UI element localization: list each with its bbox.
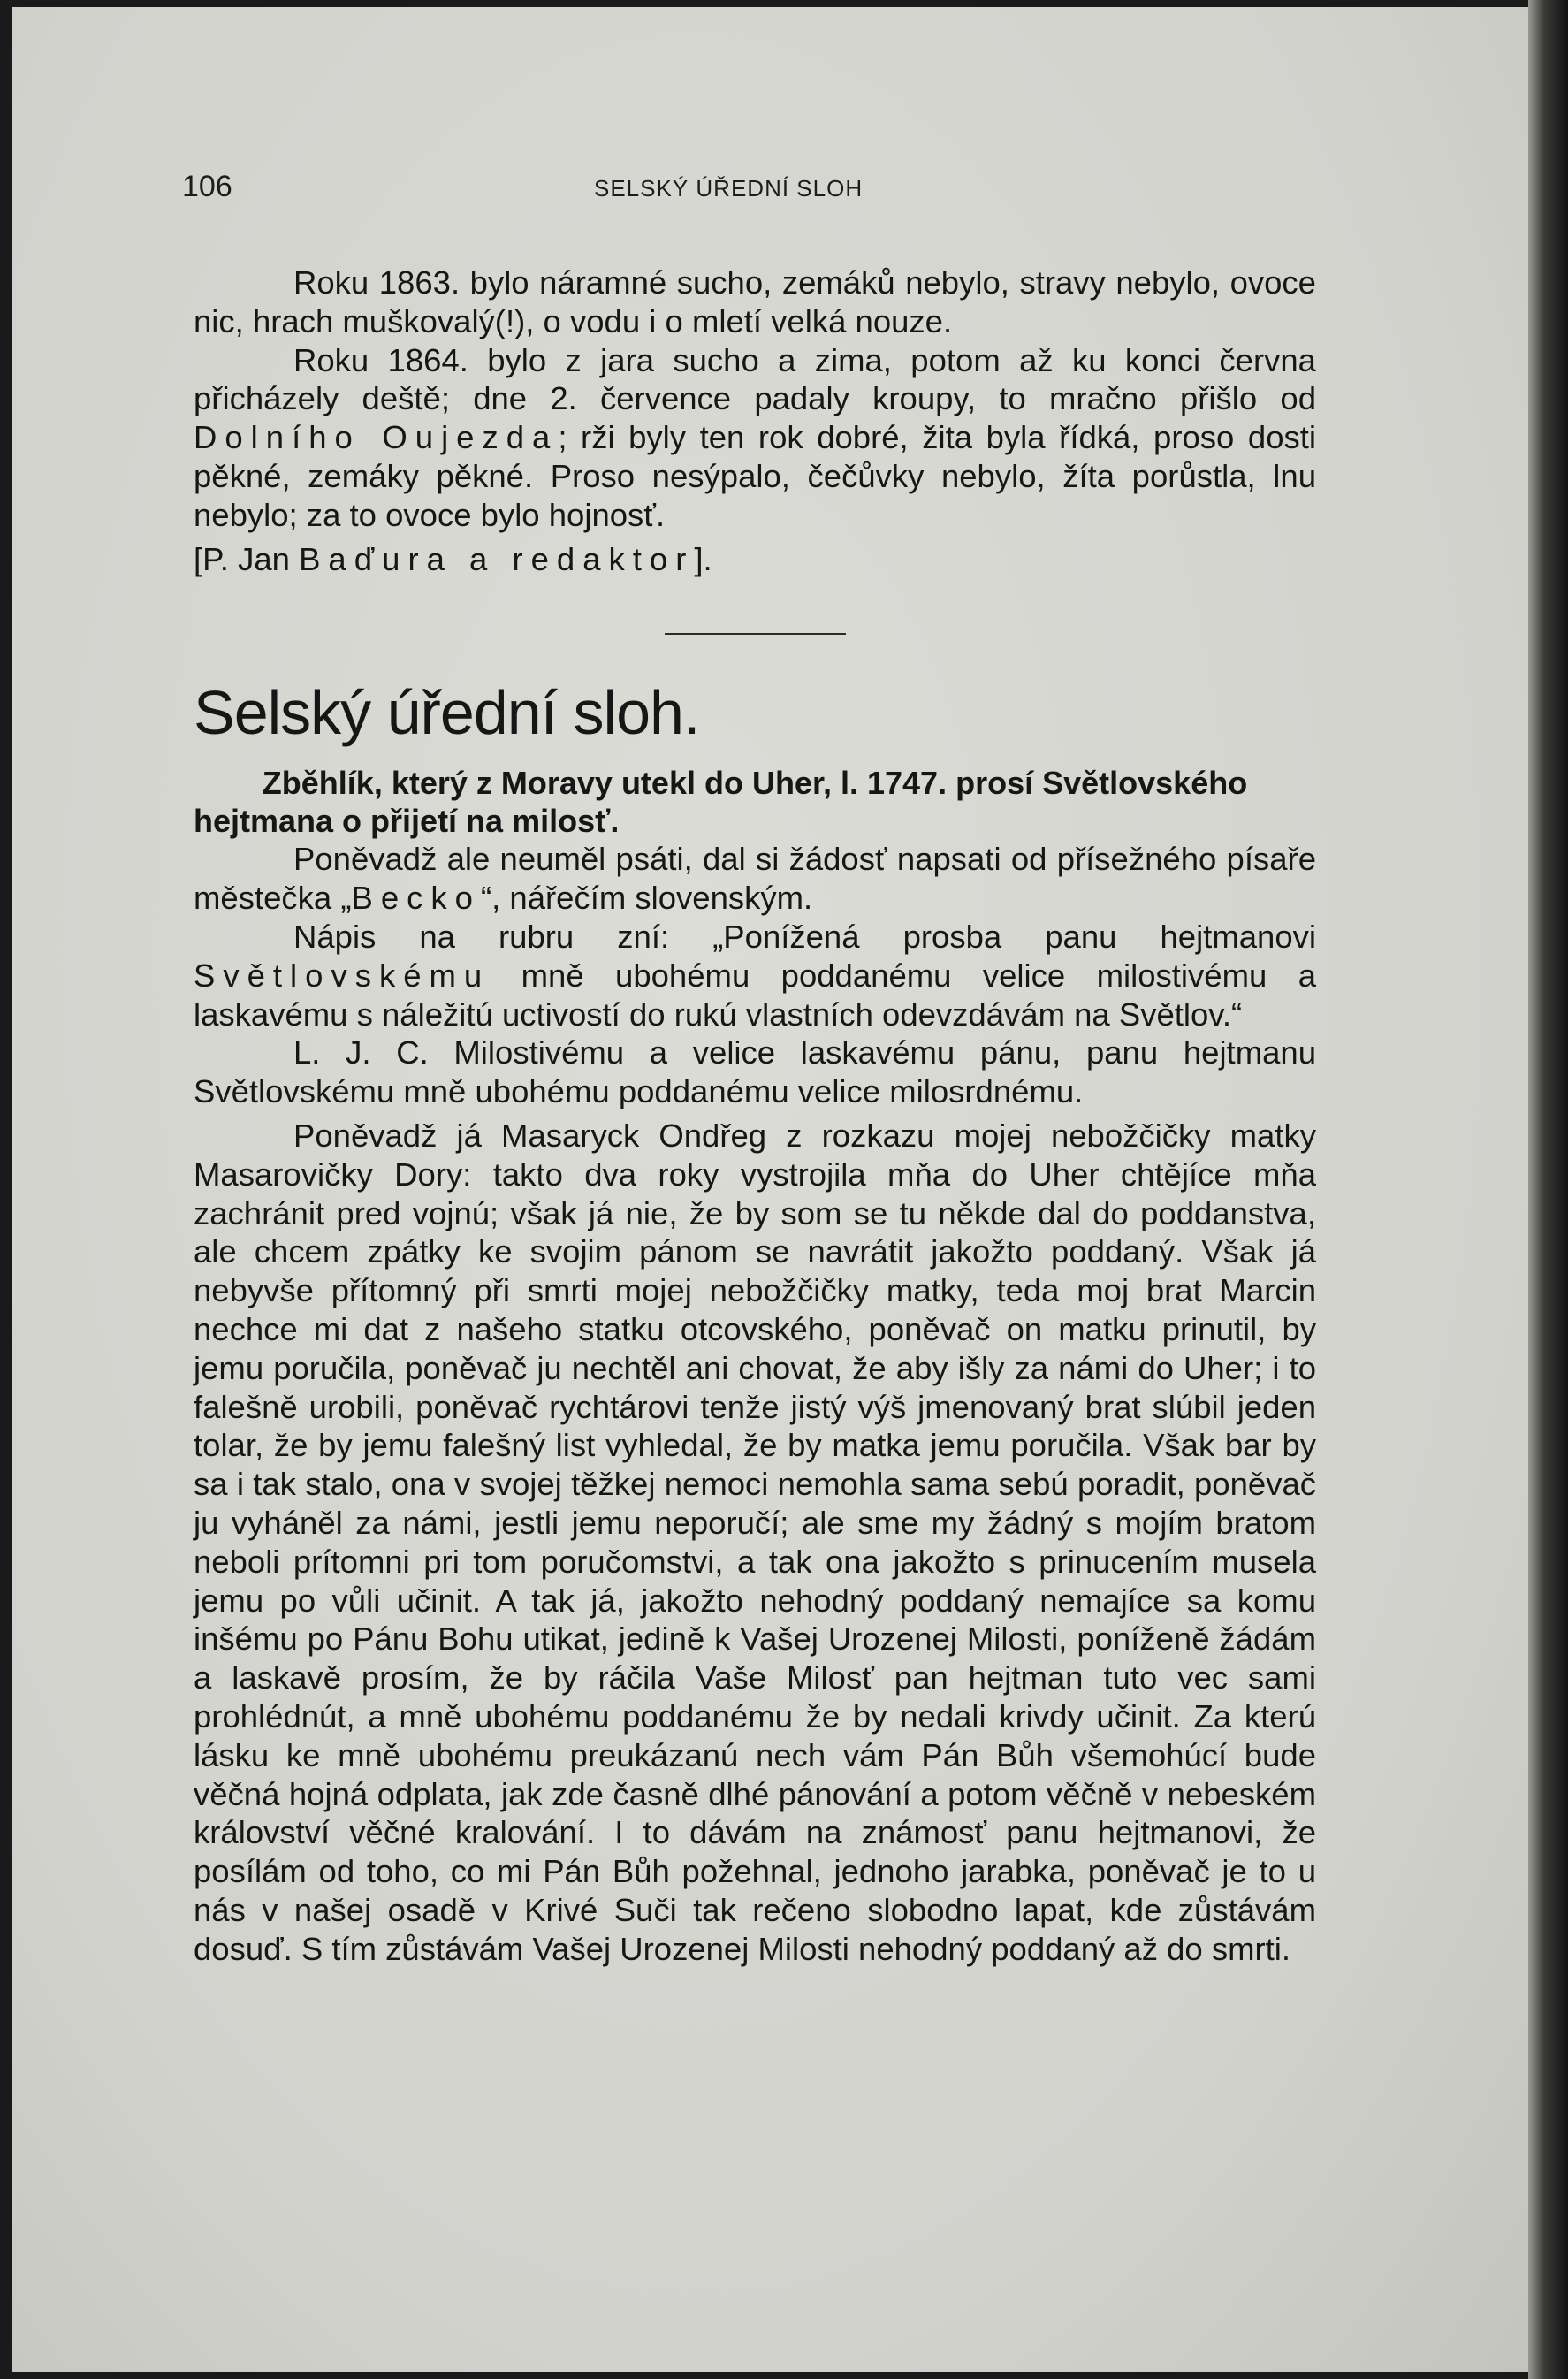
section-title: Selský úřední sloh. bbox=[194, 678, 700, 748]
page-header bbox=[182, 170, 1331, 214]
page-body bbox=[194, 263, 1316, 1968]
paragraph-1864 bbox=[194, 341, 1316, 535]
paragraph-intro bbox=[194, 840, 1316, 918]
signature-line bbox=[194, 540, 1316, 579]
paragraph-address-text-a: Nápis na rubru zní: „Ponížená prosba panu hejtmanovi bbox=[293, 918, 1316, 955]
paragraph-address-text-b: mně ubohému poddanému velice milostivému a laskavému s náležitú uctivostí do rukú vlastních odevzdávám na Světlov.“ bbox=[194, 957, 1316, 1033]
paragraph-1864-text-a: Roku 1864. bylo z jara sucho a zima, potom až ku konci června přicházely deště; dne 2. července padaly kroupy, to mračno přišlo od bbox=[194, 341, 1316, 417]
paragraph-letter-body: Poněvadž já Masaryck Ondřeg z rozkazu mojej nebožčičky matky Masarovičky Dory: takto dva roky vystrojila mňa do Uher chtějíce mňa zachránit pred vojnú; však já nie, že by som se tu někde dal do poddanstva, ale chcem zpátky ke svojim pánom se navrátit jakožto poddaný. Však já nebyvše přítomný při smrti mojej nebožčičky matky, teda moj brat Marcin nechce mi dat z našeho statku otcovského, poněvač on matku prinutil, by jemu poručila, poněvač ju nechtěl ani chovat, že aby išly za námi do Uher; i to falešně urobili, poněvač rychtárovi tenže jistý výš jmenovaný brat slúbil jeden tolar, že by jemu falešný list vyhledal, že by matka jemu poručila. Však bar by sa i tak stalo, ona v svojej těžkej nemoci nemohla sama sebú poradit, poněvač ju vyháněl za námi, jestli jemu neporučí; ale sme my žádný s mojím bratom neboli prítomni pri tom poručomstvi, a tak ona jakožto s prinucením musela jemu po vůli učinit. A tak já, jakožto nehodný poddaný nemajíce sa komu inšému po Pánu Bohu utikat, jedině k Vašej Urozenej Milosti, poníženě žádám a laskavě prosím, že by ráčila Vaše Milosť pan hejtman tuto vec sami prohlédnút, a mně ubohému poddanému že by nedali krivdy učinit. Za kterú lásku ke mně ubohému preukázanú nech vám Pán Bůh všemohúcí bude věčná hojná odplata, jak zde časně dlhé pánování a potom věčně v nebeském království věčné kralování. I to dávám na známosť panu hejtmanovi, že posílám od toho, co mi Pán Bůh požehnal, jednoho jarabka, poněvač je to u nás v našej osadě v Krivé Suči tak rečeno slobodno lapat, kde zůstávám dosuď. S tím zůstávám Vašej Urozenej Milosti nehodný poddaný až do smrti. bbox=[194, 1117, 1316, 1967]
paragraph-intro-text-a: Poněvadž ale neuměl psáti, dal si žádosť napsati od přísežného písaře městečka „ bbox=[194, 841, 1316, 917]
section-subtitle: Zběhlík, který z Moravy utekl do Uher, l. 1747. prosí Světlovského hejtmana o přijetí na milosť. bbox=[194, 765, 1248, 840]
spaced-svetlovskemu: Světlovskému bbox=[194, 957, 491, 994]
town-name-becko: Becko bbox=[351, 880, 481, 917]
book-binding-edge bbox=[1528, 0, 1568, 2379]
page-number: 106 bbox=[182, 170, 232, 203]
signature-open: [P. Jan bbox=[194, 540, 300, 577]
signature-close: ]. bbox=[694, 540, 712, 577]
paragraph-salutation: L. J. C. Milostivému a velice laskavému pánu, panu hejtmanu Světlovskému mně ubohému poddanému velice milosrdnému. bbox=[194, 1034, 1316, 1110]
paragraph-1864-text-b: ; rži byly ten rok dobré, žita byla řídká, proso dosti pěkné, zemáky pěkné. Proso nesýpalo, čečůvky nebylo, žíta porůstla, lnu nebylo; za to ovoce bylo hojnosť. bbox=[194, 419, 1316, 533]
running-head: SELSKÝ ÚŘEDNÍ SLOH bbox=[594, 175, 864, 202]
place-name-dolni-oujezd: Dolního Oujezda bbox=[194, 419, 559, 456]
signature-name: Baďura a redaktor bbox=[299, 540, 695, 577]
paragraph-intro-text-b: “, nářečím slovenským. bbox=[480, 880, 813, 917]
section-divider bbox=[665, 633, 846, 635]
paragraph-1863: Roku 1863. bylo náramné sucho, zemáků nebylo, stravy nebylo, ovoce nic, hrach muškovalý(!), o vodu i o mletí velká nouze. bbox=[194, 264, 1316, 339]
page bbox=[12, 7, 1528, 2372]
paragraph-address bbox=[194, 918, 1316, 1033]
